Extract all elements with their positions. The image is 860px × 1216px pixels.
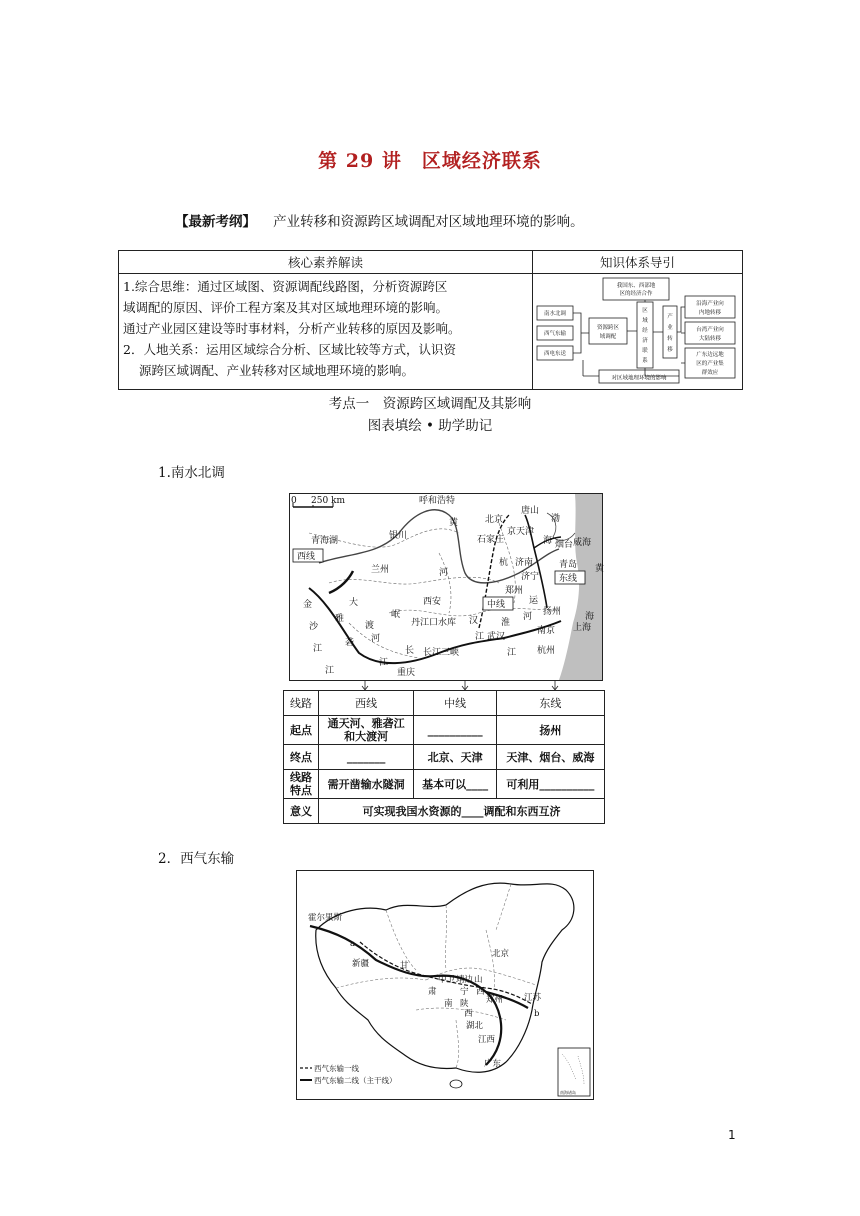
west-east-gas-map bbox=[296, 870, 594, 1100]
map2-label: 江西 bbox=[478, 1035, 496, 1045]
core-literacy-text bbox=[119, 274, 533, 390]
map1-label: 江 bbox=[507, 648, 517, 658]
map2-label: b bbox=[534, 1009, 540, 1019]
top-box-line2: 区的经济合作 bbox=[619, 291, 653, 297]
map1-label: 青岛 bbox=[559, 560, 578, 570]
map1-label: 唐山 bbox=[521, 506, 540, 516]
link-char: 区 bbox=[642, 308, 648, 314]
map1-label: 兰州 bbox=[371, 565, 390, 575]
left-box-3: 西电东送 bbox=[543, 351, 567, 357]
row-label-end: 终点 bbox=[284, 745, 319, 770]
link-char: 济 bbox=[642, 338, 648, 344]
map1-label: 沙 bbox=[309, 622, 319, 632]
subsection-title: 图表填绘 • 助学助记 bbox=[367, 418, 493, 434]
mid-end: 北京、天津 bbox=[414, 745, 497, 770]
map1-label: 金 bbox=[303, 600, 313, 610]
map2-label: 中卫 bbox=[438, 975, 456, 985]
map2-label: 北京 bbox=[492, 949, 510, 959]
map2-label: 甘 bbox=[400, 961, 409, 971]
map1-label: 郑州 bbox=[505, 586, 524, 596]
map2-label: 西 bbox=[476, 987, 485, 997]
map2-label: 宁 bbox=[460, 987, 469, 997]
map1-label: 黄 bbox=[595, 564, 605, 574]
map1-label: 渤 bbox=[551, 514, 561, 524]
east-start: 扬州 bbox=[496, 716, 604, 745]
map1-scale-zero: 0 bbox=[291, 496, 297, 506]
legend-line2: 西气东输二线（主干线） bbox=[314, 1076, 397, 1085]
map2-label: 肃 bbox=[428, 987, 437, 997]
knowledge-diagram-cell bbox=[533, 274, 743, 390]
map1-east-route-label: 东线 bbox=[559, 574, 578, 584]
map1-label: 烟台 bbox=[555, 540, 574, 550]
left-box-2: 西气东输 bbox=[543, 331, 567, 337]
map1-label: 扬州 bbox=[543, 607, 562, 617]
map2-label: 南 bbox=[444, 999, 453, 1009]
knowledge-system-diagram bbox=[533, 274, 739, 386]
map1-mid-route-label: 中线 bbox=[487, 600, 506, 610]
meaning-cell: 可实现我国水资源的____调配和东西互济 bbox=[319, 799, 605, 824]
map1-label: 上海 bbox=[573, 623, 592, 633]
cell-line: 特点 bbox=[290, 784, 312, 797]
page-number: 1 bbox=[728, 1128, 736, 1142]
map1-scale: 250 km bbox=[311, 496, 346, 506]
inset-label: 南海诸岛 bbox=[560, 1090, 576, 1095]
bottom-box-text: 对区域地理环境的影响 bbox=[611, 375, 667, 382]
core-line: 域调配的原因、评价工程方案及其对区域地理环境的影响。 bbox=[123, 300, 449, 315]
map1-label: 济宁 bbox=[521, 572, 540, 582]
top-box-line1: 我国东、西部地 bbox=[616, 283, 656, 289]
map2-label: 湖北 bbox=[466, 1021, 484, 1031]
item-south-north-water: 1.南水北调 bbox=[158, 465, 225, 481]
map1-label: 南京 bbox=[537, 626, 556, 636]
map1-label: 岷 bbox=[391, 610, 401, 620]
map1-label: 黄 bbox=[449, 518, 459, 528]
map1-label: 杭 bbox=[499, 558, 509, 568]
map1-label: 京 bbox=[507, 527, 517, 537]
core-line: 源跨区域调配、产业转移对区域地理环境的影响。 bbox=[139, 363, 415, 378]
map1-label: 长 bbox=[405, 646, 415, 656]
map2-label: 郑州 bbox=[486, 995, 504, 1005]
map2-label: 广东 bbox=[484, 1059, 502, 1069]
map2-label: 新疆 bbox=[352, 959, 370, 969]
transfer-char: 转 bbox=[667, 336, 673, 342]
map1-label: 汉 bbox=[469, 616, 479, 626]
link-char: 系 bbox=[642, 358, 648, 364]
map1-label: 海 bbox=[585, 612, 595, 622]
map1-label: 江 bbox=[325, 666, 335, 676]
route-header: 线路 bbox=[284, 691, 319, 716]
east-feature: 可利用__________ bbox=[496, 770, 604, 799]
map1-label: 重庆 bbox=[397, 668, 416, 678]
map2-label: 靖边 bbox=[456, 975, 474, 985]
mid-start: __________ bbox=[414, 716, 497, 745]
map1-label: 北京 bbox=[485, 515, 504, 525]
map1-label: 砻 bbox=[345, 638, 355, 648]
row-label-meaning: 意义 bbox=[284, 799, 319, 824]
transfer-char: 移 bbox=[667, 347, 673, 353]
map2-label: 山 bbox=[474, 975, 483, 985]
south-north-water-map bbox=[289, 493, 603, 681]
item-west-east-gas: 2．西气东输 bbox=[158, 851, 235, 867]
transfer-char: 业 bbox=[667, 325, 673, 331]
map1-label: 杭州 bbox=[537, 646, 556, 656]
map1-label: 江 bbox=[475, 632, 485, 642]
page-title: 第 29 讲 区域经济联系 bbox=[318, 150, 542, 172]
map1-label: 雅 bbox=[335, 614, 345, 624]
map1-label: 河 bbox=[439, 568, 449, 578]
link-char: 域 bbox=[642, 318, 648, 324]
route-table bbox=[283, 690, 605, 824]
core-literacy-table bbox=[118, 250, 743, 390]
cell-line: 和大渡河 bbox=[344, 730, 389, 743]
map1-label: 海 bbox=[543, 536, 553, 546]
map1-label: 武汉 bbox=[487, 632, 506, 642]
map1-label: 青海湖 bbox=[311, 536, 339, 546]
map1-label: 天津 bbox=[516, 527, 535, 537]
map1-label: 威海 bbox=[573, 538, 592, 548]
map2-label: 陕 bbox=[460, 999, 469, 1009]
right-box-3-line2: 区的产业集 bbox=[696, 361, 724, 367]
map1-label: 淮 bbox=[501, 618, 511, 628]
mid-box-line1: 资源跨区 bbox=[596, 325, 620, 331]
map1-label: 长江三峡 bbox=[423, 648, 460, 658]
row-label-feature bbox=[284, 770, 319, 799]
syllabus-label: 【最新考纲】 bbox=[175, 214, 256, 230]
right-box-2-line1: 台湾产业向 bbox=[696, 327, 724, 333]
map1-label: 河 bbox=[371, 634, 381, 644]
map1-label: 渡 bbox=[365, 621, 375, 631]
transfer-char: 产 bbox=[667, 314, 673, 320]
map1-label: 大 bbox=[349, 598, 359, 608]
core-header-left: 核心素养解读 bbox=[119, 251, 533, 274]
mid-box-line2: 域调配 bbox=[599, 334, 617, 340]
core-line: 1.综合思维：通过区域图、资源调配线路图，分析资源跨区 bbox=[123, 279, 448, 294]
cell-line: 线路 bbox=[290, 771, 312, 784]
map1-label: 丹江口水库 bbox=[411, 618, 457, 628]
legend-line1: 西气东输一线 bbox=[314, 1064, 359, 1073]
map1-west-route-label: 西线 bbox=[297, 552, 316, 562]
west-end: _______ bbox=[319, 745, 414, 770]
link-char: 经 bbox=[642, 328, 648, 334]
west-feature: 需开凿输水隧洞 bbox=[319, 770, 414, 799]
syllabus-text: 产业转移和资源跨区域调配对区域地理环境的影响。 bbox=[273, 214, 584, 230]
map1-label: 河 bbox=[523, 612, 533, 622]
map1-label: 石家庄 bbox=[477, 535, 505, 545]
map2-label: a bbox=[350, 939, 356, 949]
right-box-2-line2: 大陆转移 bbox=[698, 336, 722, 342]
link-char: 联 bbox=[642, 348, 648, 354]
map1-label: 运 bbox=[529, 596, 539, 606]
map1-label: 西安 bbox=[423, 597, 442, 607]
core-line: 通过产业园区建设等时事材料，分析产业转移的原因及影响。 bbox=[123, 321, 461, 336]
map1-label: 银川 bbox=[389, 531, 408, 541]
east-end: 天津、烟台、威海 bbox=[496, 745, 604, 770]
west-start bbox=[319, 716, 414, 745]
map1-label: 江 bbox=[313, 644, 323, 654]
map2-label: 西 bbox=[464, 1009, 473, 1019]
row-label-start: 起点 bbox=[284, 716, 319, 745]
route-header: 中线 bbox=[414, 691, 497, 716]
right-box-1-line2: 内地转移 bbox=[698, 310, 722, 316]
right-box-1-line1: 沿海产业向 bbox=[696, 301, 724, 307]
core-header-right: 知识体系导引 bbox=[533, 251, 743, 274]
core-line: 2．人地关系：运用区域综合分析、区域比较等方式，认识资 bbox=[123, 342, 456, 357]
map1-label: 呼和浩特 bbox=[419, 496, 456, 506]
mid-box bbox=[589, 318, 627, 344]
route-header: 东线 bbox=[496, 691, 604, 716]
map1-label: 江 bbox=[379, 658, 389, 668]
right-box-3-line3: 群效应 bbox=[701, 370, 719, 376]
cell-line: 通天河、雅砻江 bbox=[327, 717, 405, 730]
map2-label: 霍尔果斯 bbox=[308, 913, 343, 923]
section-title: 考点一 资源跨区域调配及其影响 bbox=[328, 396, 532, 412]
route-header: 西线 bbox=[319, 691, 414, 716]
left-box-1: 南水北调 bbox=[543, 311, 567, 317]
map2-label: 江苏 bbox=[524, 993, 542, 1003]
mid-feature: 基本可以____ bbox=[414, 770, 497, 799]
right-box-3-line1: 广东边远地 bbox=[696, 352, 724, 358]
syllabus bbox=[175, 210, 584, 230]
map1-label: 济南 bbox=[515, 558, 534, 568]
